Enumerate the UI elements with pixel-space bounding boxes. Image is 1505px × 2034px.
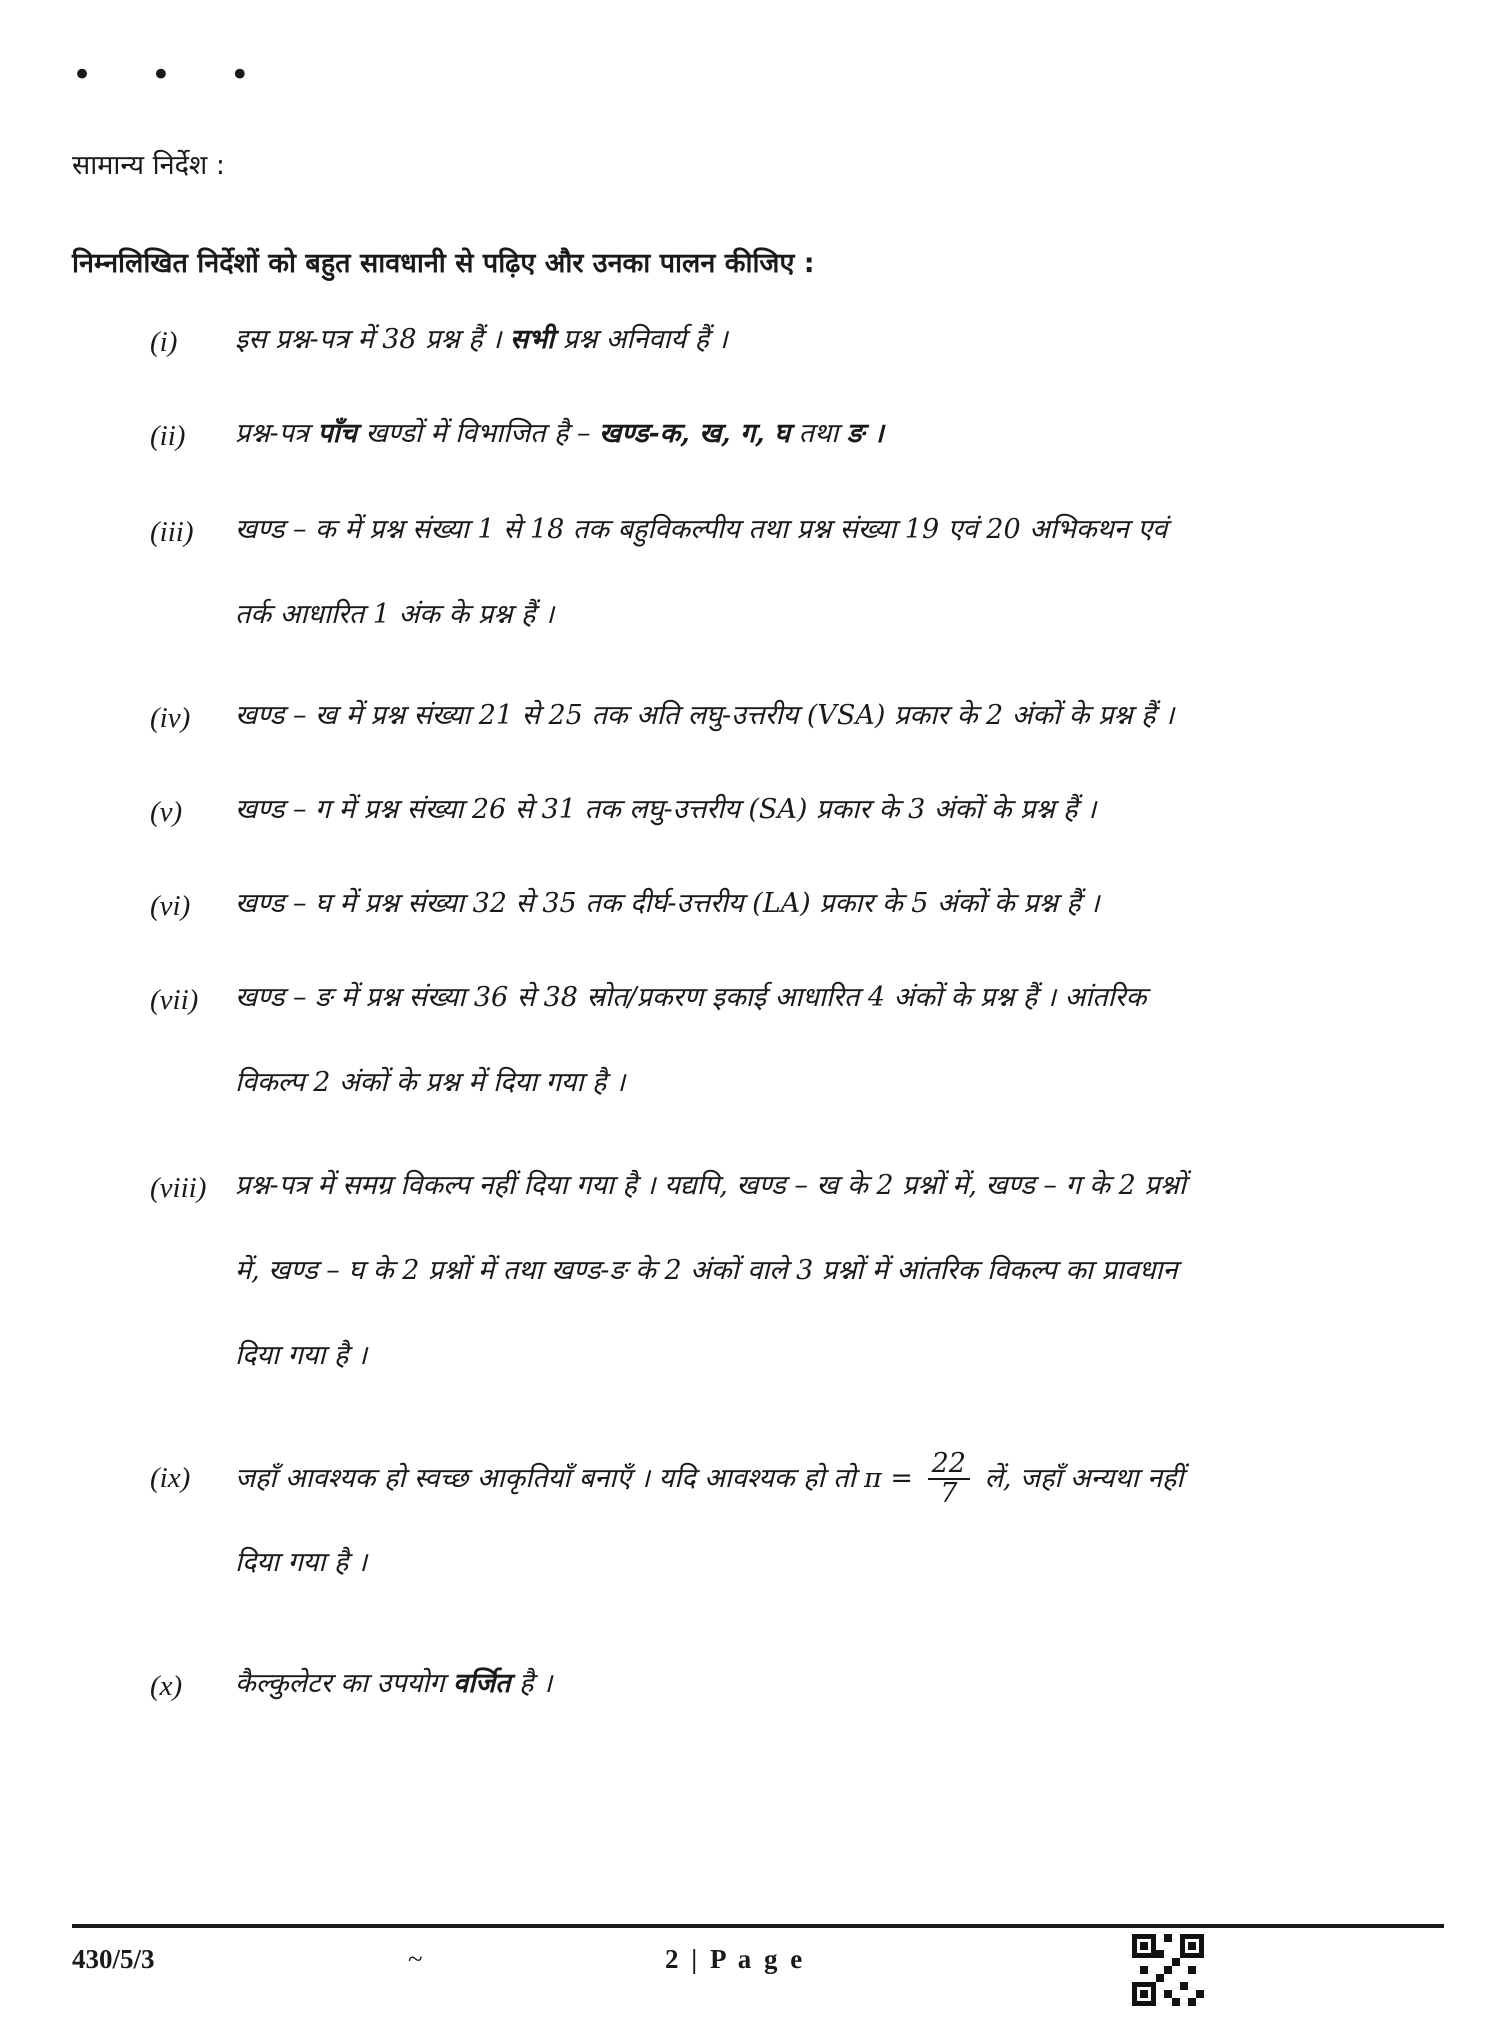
- header-dots: • • •: [72, 55, 274, 95]
- item-number: (v): [150, 796, 183, 828]
- instruction-item: [150, 888, 1430, 922]
- instruction-item: [150, 1668, 1430, 1702]
- item-text-line: दिया गया है ।: [235, 1340, 368, 1371]
- item-number: (x): [150, 1670, 183, 1702]
- item-text: प्रश्न-पत्र पाँच खण्डों में विभाजित है – खण्ड-क, ख, ग, घ तथा ङ ।: [235, 418, 884, 449]
- item-number: (iii): [150, 516, 194, 548]
- footer-rule: [72, 1924, 1444, 1928]
- item-text-line: जहाँ आवश्यक हो स्वच्छ आकृतियाँ बनाएँ । यदि आवश्यक हो तो π = $\frac{22}{7}$ लें, जहाँ अन्यथा नहीं: [235, 1448, 1184, 1510]
- instruction-item: [150, 984, 1430, 1096]
- instruction-item: [150, 794, 1430, 828]
- footer-tilde: ~: [408, 1944, 423, 1974]
- section-title: सामान्य निर्देश :: [72, 150, 225, 181]
- qr-code-icon: [1132, 1934, 1204, 2006]
- item-text-line: प्रश्न-पत्र में समग्र विकल्प नहीं दिया गया है । यद्यपि, खण्ड – ख के 2 प्रश्नों में, खण्ड – ग के 2 प्रश्नों: [235, 1170, 1186, 1201]
- item-text: खण्ड – ख में प्रश्न संख्या 21 से 25 तक अति लघु-उत्तरीय (VSA) प्रकार के 2 अंकों के प्रश्न हैं ।: [235, 700, 1175, 731]
- item-text-line: खण्ड – ङ में प्रश्न संख्या 36 से 38 स्रोत/प्रकरण इकाई आधारित 4 अंकों के प्रश्न हैं । आंतरिक: [235, 982, 1147, 1013]
- item-text: इस प्रश्न-पत्र में 38 प्रश्न हैं । सभी प्रश्न अनिवार्य हैं ।: [235, 324, 728, 355]
- item-number: (vii): [150, 984, 199, 1016]
- item-text-line: विकल्प 2 अंकों के प्रश्न में दिया गया है ।: [235, 1067, 626, 1098]
- instruction-item: [150, 700, 1430, 734]
- paper-code: 430/5/3: [72, 1944, 155, 1974]
- instruction-item: [150, 516, 1430, 628]
- item-text-line: दिया गया है ।: [235, 1546, 368, 1578]
- instructions-intro: निम्नलिखित निर्देशों को बहुत सावधानी से पढ़िए और उनका पालन कीजिए :: [72, 248, 815, 279]
- page-number: 2 | P a g e: [665, 1944, 806, 1974]
- instruction-item: [150, 1172, 1430, 1369]
- item-text: खण्ड – घ में प्रश्न संख्या 32 से 35 तक दीर्घ-उत्तरीय (LA) प्रकार के 5 अंकों के प्रश्न हैं ।: [235, 888, 1100, 919]
- pi-fraction: $\frac{22}{7}$: [928, 1450, 970, 1509]
- instruction-item: [150, 324, 1430, 358]
- item-text-line: में, खण्ड – घ के 2 प्रश्नों में तथा खण्ड-ङ के 2 अंकों वाले 3 प्रश्नों में आंतरिक विकल्प का प्रावधान: [235, 1255, 1178, 1286]
- item-number: (i): [150, 326, 178, 358]
- item-number: (viii): [150, 1172, 207, 1204]
- item-text-line: खण्ड – क में प्रश्न संख्या 1 से 18 तक बहुविकल्पीय तथा प्रश्न संख्या 19 एवं 20 अभिकथन एवं: [235, 514, 1168, 545]
- instruction-item: [150, 1450, 1430, 1576]
- item-text: कैल्कुलेटर का उपयोग वर्जित है ।: [235, 1668, 553, 1699]
- item-text-line: तर्क आधारित 1 अंक के प्रश्न हैं ।: [235, 599, 555, 630]
- item-number: (iv): [150, 702, 191, 734]
- item-number: (ix): [150, 1462, 191, 1494]
- item-text: खण्ड – ग में प्रश्न संख्या 26 से 31 तक लघु-उत्तरीय (SA) प्रकार के 3 अंकों के प्रश्न हैं ।: [235, 794, 1097, 825]
- instruction-item: [150, 418, 1430, 452]
- item-number: (vi): [150, 890, 191, 922]
- item-number: (ii): [150, 420, 186, 452]
